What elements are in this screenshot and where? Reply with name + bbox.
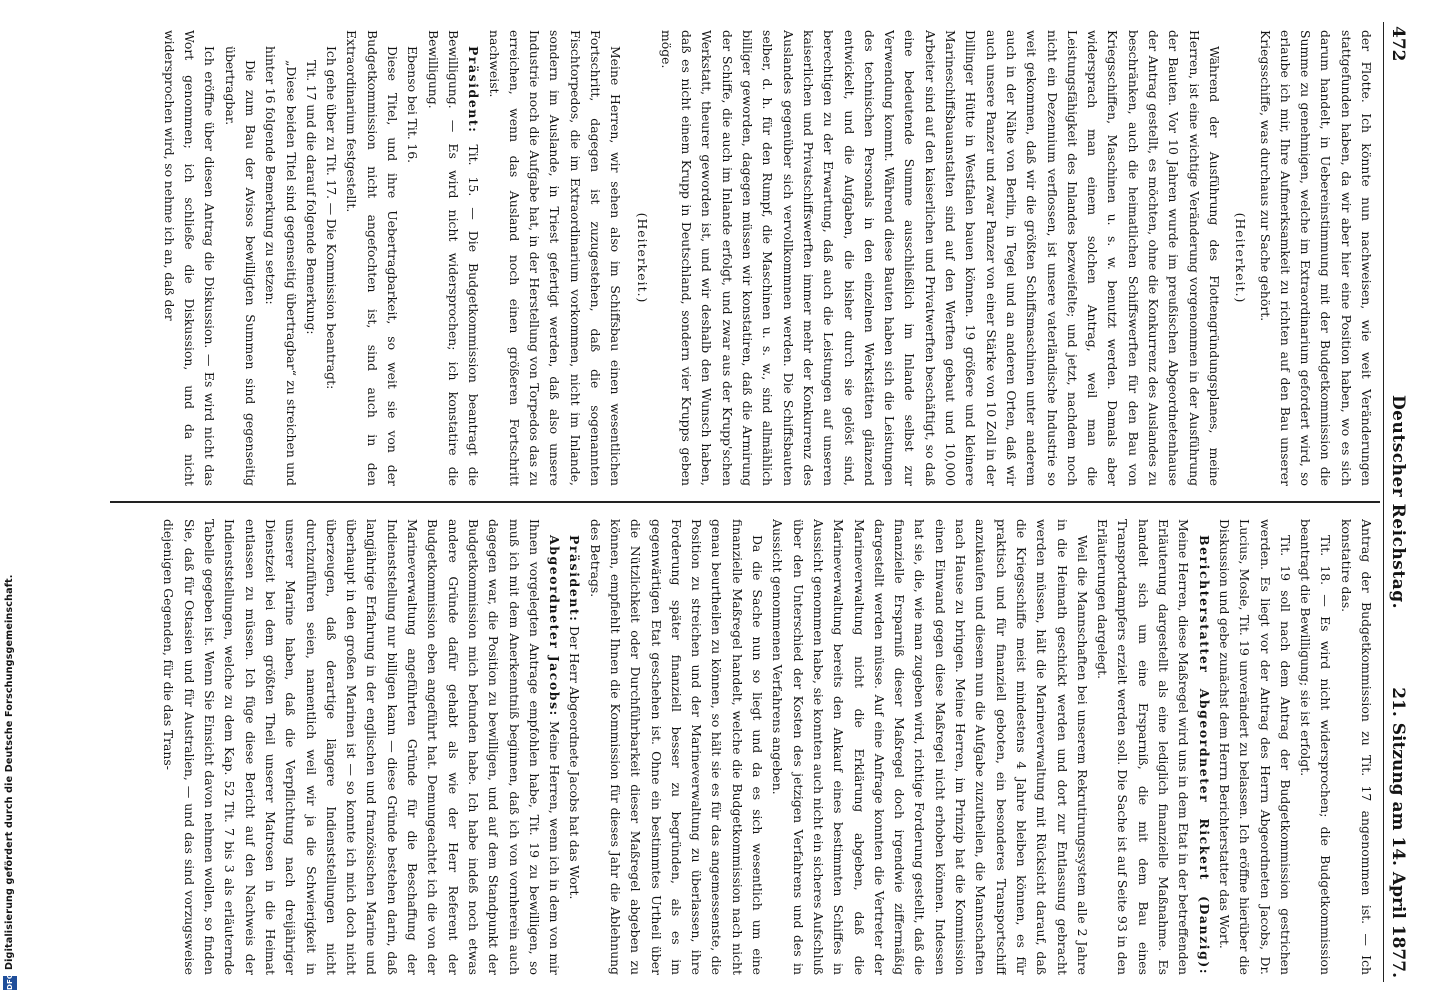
paragraph: Ich eröffne über diesen Antrag die Diskussion. — Es wird nicht das Wort genommen; ich schließe die Diskussion, und da nicht widersprochen wird, so nehme ich an, daß der: [161, 30, 218, 486]
quoted-text: „Diese beiden Titel sind gegenseitig übertragbar“ zu streichen und hinter 16 folgende Bemerkung zu setzen:: [263, 46, 299, 486]
speaker-name: Abgeordneter Jacobs:: [547, 535, 563, 717]
left-column: [111, 30, 1376, 486]
speech-text: Der Herr Abgeordnete Jacobs hat das Wort.: [567, 622, 583, 900]
right-column: [111, 519, 1376, 975]
paragraph: Da die Sache nun so liegt und da es sich wesentlich um eine finanzielle Maßregel handelt, welche die Budgetkommission nach nicht genau beurtheilen zu können, so hält sie es für das angemessenste, die Position zu streichen und der Marineverwaltung zu überlassen, ihre Forderung später finanziell besser zu begründen, als es im gegenwärtigen Etat geschehen ist. Ohne ein bestimmtes Urtheil über die Nützlichkeit oder Durchführbarkeit dieser Maßregel abgeben zu können, empfiehlt Ihnen die Kommission für dieses Jahr die Ablehnung des Betrags.: [587, 519, 766, 975]
paragraph: der Flotte. Ich könnte nun nachweisen, wie weit Veränderungen stattgefunden haben, da wir aber hier eine Position haben, wo es sich darum handelt, in Uebereinstimmung mit der Budgetkommission die Summe zu genehmigen, welche im Extraordinarium gefordert wird, so erlaube ich mir, Ihre Aufmerksamkeit zu richten auf den Bau unserer Kriegsschiffe, was durchaus zur Sache gehört.: [1257, 30, 1374, 486]
speech-text: Meine Herren, diese Maßregel wird uns in dem Etat in der betreffenden Erläuterung dargestellt als eine lediglich finanzielle Maßnahme. Es handelt sich um eine Ersparniß, die mit dem Bau eines Transportdampfers erzielt werden soll. Die Sache ist auf Seite 93 in den Erläuterungen dargelegt.: [1095, 519, 1192, 975]
page-number: 472: [1388, 26, 1408, 62]
speech-text: Tit. 15. — Die Budgetkommission beantragt die Bewilligung. — Es wird nicht widersprochen; ich konstatire die Bewilligung.: [425, 30, 482, 486]
paragraph: Während der Ausführung des Flottengründungsplanes, meine Herren, ist eine wichtige Veränderung vorgenommen in der Ausführung der Bauten. Vor 10 Jahren wurde im preußischen Abgeordnetenhause der Antrag gestellt, es möchten, ohne die Konkurrenz des Auslandes zu beschränken, auch die heimatlichen Schiffswerften für den Bau von Kriegsschiffen, Maschinen u. s. w. benutzt werden. Damals aber widersprach man einem solchen Antrag, weil man die Leistungsfähigkeit des Inlandes bezweifelte; und jetzt, nachdem noch nicht ein Dezennium verflossen, ist unsere vaterländische Industrie so weit gekommen, daß wir die größten Schiffsmaschinen unter anderem auch in der Nähe von Berlin, in Tegel und an anderen Orten, daß wir auch unsere Panzer und zwar Panzer von einer Stärke von 10 Zoll in der Dillinger Hütte in Westfalen bauen können. 19 größere und kleinere Marineschiffsbauanstalten sind auf den Werften gebaut und 10,000 Arbeiter sind auf den kaiserlichen und Privatwerften beschäftigt, so daß eine bedeutende Summe ausschließlich im Inlande selbst zur Verwendung kommt. Während diese Bauten haben sich die Leistungen des technischen Personals in den einzelnen Werkstätten glänzend entwickelt, und die Aufgaben, die bisher durch sie gelöst sind, berechtigen zu der Erwartung, daß auch die Leistungen auf unseren kaiserlichen und Privatschiffswerften immer mehr der Konkurrenz des Auslandes gegenüber sich vervollkommnen werden. Die Schiffsbauten selber, d. h. für den Rumpf, die Maschinen u. s. w., sind allmählich billiger geworden, dagegen müssen wir konstatiren, daß die Armirung der Schiffe, die auch im Inlande erfolgt, und zwar aus der Krupp'schen Werkstatt, theurer geworden ist, und wir deshalb den Wunsch haben, daß es nicht einem Krupp in Deutschland, sondern vier Krupps geben möge.: [658, 30, 1222, 486]
paragraph: Diese Titel, und ihre Uebertragbarkeit, so weit sie von der Budgetkommission nicht angefochten ist, sind auch in den Extraordinarium festgestellt.: [344, 30, 401, 486]
digitization-credit: [2, 0, 20, 1000]
credit-line: [2, 0, 18, 990]
speaker-name: Präsident:: [466, 46, 482, 134]
paragraph: Tit. 18. — Es wird nicht widersprochen; die Budgetkommission beantragt die Bewilligung; sie ist erfolgt.: [1298, 519, 1334, 975]
paragraph: Ebenso bei Tit. 16.: [405, 46, 421, 164]
session-date: 21. Sitzung am 14. April 1877.: [1388, 687, 1408, 978]
dfg-logo: DFG: [3, 976, 17, 990]
paragraph: [422, 30, 483, 486]
speaker-name: Berichterstatter Abgeordneter Rickert (Danzig):: [1196, 535, 1212, 975]
page-title: Deutscher Reichstag.: [1388, 394, 1408, 610]
document-page: [105, 22, 1410, 982]
paragraph: Tit. 19 soll nach dem Antrag der Budgetkommission gestrichen werden. Es liegt vor der Antrag des Herrn Abgeordneten Jacobs, Dr. Lucius, Mosle, Tit. 19 unverändert zu belassen. Ich eröffne hierüber die Diskussion und gebe zunächst dem Herrn Berichterstatter das Wort.: [1216, 519, 1293, 975]
quoted-text: Tit. 17 und die darauf folgende Bemerkung:: [303, 60, 319, 335]
page-header: [1383, 22, 1410, 982]
paragraph: [564, 519, 584, 975]
paragraph: Ich gehe über zu Tit. 17. — Die Kommission beantragt:: [324, 46, 340, 390]
quoted-text: Die zum Bau der Avisos bewilligten Summen sind gegenseitig übertragbar.: [222, 46, 258, 486]
paragraph: [158, 519, 564, 975]
column-divider: [110, 501, 1380, 503]
paragraph: Antrag der Budgetkommission zu Tit. 17 angenommen ist. — Ich konstatire das.: [1338, 519, 1374, 975]
paragraph: [1092, 519, 1214, 975]
paragraph: Weil die Mannschaften bei unserem Rekrutirungssystem alle 2 Jahre in die Heimath geschickt werden und dort zur Entlassung gebracht werden müssen, hält die Marineverwaltung mit Rücksicht darauf, daß die Kriegsschiffe meist mindestens 4 Jahre bleiben können, es für praktisch und für finanziell geboten, ein besonderes Transportschiff anzukaufen und diesem nun die Aufgabe zuzutheilen, die Mannschaften nach Hause zu bringen. Meine Herren, im Prinzip hat die Kommission einen Einwand gegen diese Maßregel nicht erhoben können. Indessen hat sie, die, wie man zugeben wird, richtige Forderung gestellt, daß die finanzielle Ersparniß dieser Maßregel doch irgendwie ziffermäßig dargestellt werden müsse. Auf eine Anfrage konnten die Vertreter der Marineverwaltung nicht die Erklärung abgeben, daß die Marineverwaltung bereits den Ankauf eines bestimmten Schiffes in Aussicht genommen habe, sie konnten auch nicht ein sicheres Aufschluß über den Unterschied der Kosten des jetzigen Verfahrens und des in Aussicht genommenen Verfahrens angeben.: [770, 519, 1090, 975]
paragraph: Meine Herren, wir sehen also im Schiffsbau einen wesentlichen Fortschritt, dagegen ist zuzugestehen, daß die sogenannten Fischtorpedos, die im Extraordinarium vorkommen, nicht im Inlande, sondern im Auslande, in Triest gefertigt werden, daß also unsere Industrie noch die Aufgabe hat, in der Herstellung von Torpedos das zu erreichen, wenn das Ausland noch einen größeren Fortschritt nachweist.: [486, 30, 624, 486]
interjection: (Heiterkeit.): [634, 212, 650, 304]
speech-text: Meine Herren, wenn ich in dem von mir Ihnen vorgelegten Antrage empfohlen habe, Tit. 19 zu bewilligen, so muß ich mit dem Anerkenntniß beginnen, daß ich von vornherein auch dagegen war, die Position zu bewilligen, und auf dem Standpunkt der Budgetkommission mich befunden habe. Ich habe indeß noch etwas andere Gründe dafür gehabt als wie der Herr Referent der Budgetkommission eben angeführt hat. Demungeachtet ich die von der Marineverwaltung angeführten Gründe für die Beschaffung der Indienststellung nur billigen kann — diese Gründe bestehen darin, daß langjährige Erfahrung in der englischen und französischen Marine und überhaupt in den großen Marinen ist — so konnte ich mich doch nicht überzeugen, daß derartige längere Indienststellungen nicht durchzuführen seien, namentlich weil wir ja die Schwierigkeit in unserer Marine haben, daß die Verpflichtung nach dreijähriger Dienstzeit bei dem größten Theil unserer Matrosen in die Heimat entlassen zu müssen. Ich füge diese Bericht auf den Nachweis der Indienststellungen, welche zu dem Kap. 52 Tit. 7 bis 3 als erläuternde Tabelle gegeben ist. Wenn Sie Einsicht davon nehmen wollen, so finden Sie, daß für Ostasien und für Australien, — und das sind vorzugsweise diejenigen Gegenden, für die das Trans-: [161, 519, 563, 975]
credit-text: Digitalisierung gefördert durch die Deutsche Forschungsgemeinschaft.: [4, 574, 15, 970]
interjection: (Heiterkeit.): [1233, 212, 1249, 304]
speaker-name: Präsident:: [567, 535, 583, 623]
